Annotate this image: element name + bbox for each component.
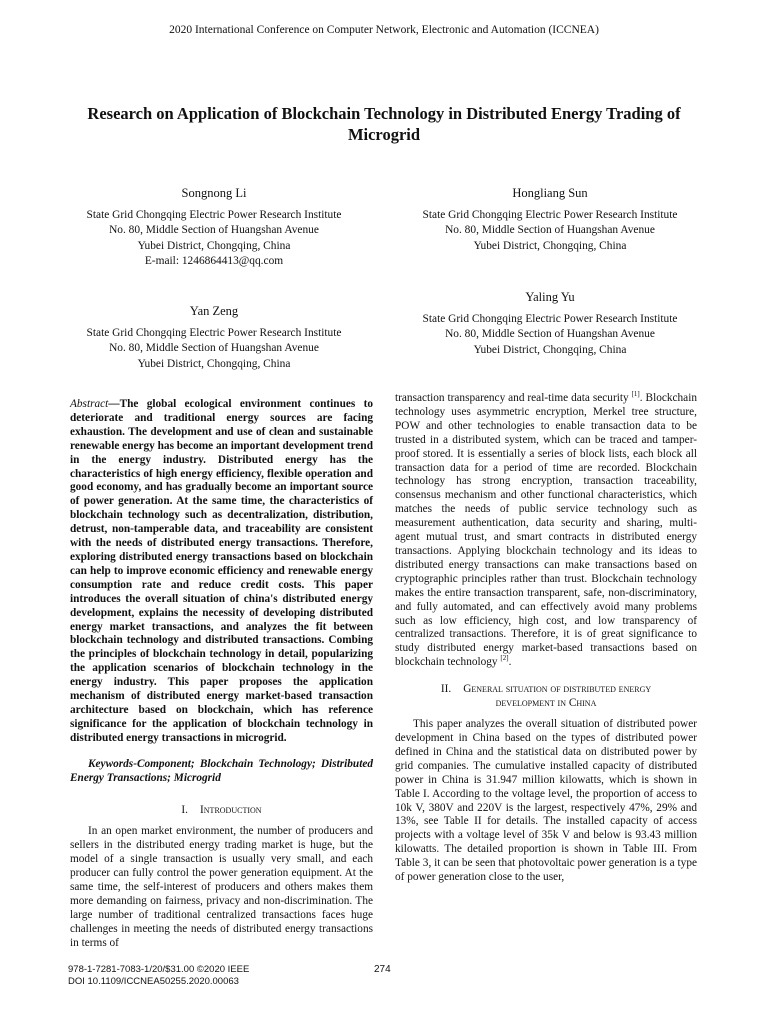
abstract-label: Abstract [70, 398, 109, 410]
author-name: Hongliang Sun [512, 186, 588, 200]
section2-paragraph: This paper analyzes the overall situation of distributed power development in China based on the types of distributed power defined in China and the statistical data on distributed power by grid companies. The cumulative installed capacity of distributed power in China is 31.947 million kilowatts, which is shown in Table I. According to the voltage level, the proportion of access to 10k V, 380V and 220V is the largest, respectively 47%, 29% and 13%, see Table II for details. The installed capacity of access projects with a voltage level of 35k V and below is 93.43 million kilowatts. The detailed proportion is shown in Table III. From Table 3, it can be seen that photovoltaic power generation is a type of power generation close to the user, [395, 718, 697, 884]
author-email: E-mail: 1246864413@qq.com [144, 255, 284, 267]
author-name: Yan Zeng [189, 304, 239, 318]
citation-2: [2] [500, 654, 509, 663]
section-title-line1: General situation of distributed energy [463, 683, 652, 696]
author-city: Yubei District, Chongqing, China [473, 343, 627, 356]
author-address: No. 80, Middle Section of Huangshan Avenue [109, 342, 319, 354]
left-column [70, 398, 373, 951]
author-address: No. 80, Middle Section of Huangshan Avenue [109, 224, 319, 236]
right-paragraph-1 [395, 392, 697, 670]
section-heading-introduction [70, 803, 373, 817]
author-city: Yubei District, Chongqing, China [137, 239, 291, 252]
abstract-text: —The global ecological environment continues to deteriorate and traditional energy sources are facing exhaustion. The development and use of clean and sustainable renewable energy has become an important development trend in the energy industry. Distributed energy has the characteristics of high energy efficiency, flexible operation and good economy, and has gradually become an important source of power generation. At the same time, the characteristics of blockchain technology such as decentralization, distribution, detrust, non-tamperable data, and traceability are consistent with the needs of distributed energy transactions. Therefore, exploring distributed energy transactions based on blockchain can help to improve economic efficiency and renewable energy consumption rate and reduce credit costs. This paper introduces the overall situation of china's distributed energy development, explains the necessity of developing distributed energy market transactions, and analyzes the fit between blockchain technology and distributed transactions. Combing the principles of blockchain technology in detail, popularizing the application scenarios of blockchain technology in the energy industry. This paper proposes the application mechanism of distributed energy market-based transaction architecture based on blockchain, which has reference significance for the application of blockchain technology in distributed energy transactions in microgrid. [70, 398, 373, 744]
abstract [70, 398, 373, 746]
author-block-3 [44, 304, 384, 372]
author-block-4 [380, 290, 720, 358]
author-name: Yaling Yu [525, 290, 575, 304]
copyright-footer [68, 964, 249, 987]
isbn-line: 978-1-7281-7083-1/20/$31.00 ©2020 IEEE [68, 964, 250, 975]
section-title-line2: development in China [495, 697, 597, 710]
right-paragraph-1-c: . [508, 656, 512, 669]
author-address: No. 80, Middle Section of Huangshan Avenue [445, 328, 655, 340]
author-affiliation: State Grid Chongqing Electric Power Research Institute [86, 326, 342, 339]
author-affiliation: State Grid Chongqing Electric Power Research Institute [86, 208, 342, 221]
author-block-1 [44, 186, 384, 270]
author-block-2 [380, 186, 720, 254]
right-paragraph-1-a: transaction transparency and real-time data security [395, 392, 629, 404]
section-title: Introduction [200, 804, 262, 817]
right-column [395, 392, 697, 885]
section-number: II. [440, 683, 452, 696]
section-heading-general-situation [395, 682, 697, 710]
doi-line: DOI 10.1109/ICCNEA50255.2020.00063 [68, 975, 239, 987]
right-paragraph-1-b: . Blockchain technology uses asymmetric encryption, Merkel tree structure, POW and other technologies to enable transaction data to be trusted in a distributed system, which can be traced and tamper-proof stored. It is essentially a series of block lists, each block all transaction data for a period of time are recorded. Blockchain technology has strong encryption, transaction traceability, consensus mechanism and other functional characteristics, which matches the needs of public service technology such as measurement authentication, data security and sharing, multi-agent mutual trust, and smart contracts in distributed energy transactions. Applying blockchain technology and its ideas to distributed energy transactions can make transactions based on cryptographic principles rather than trust. Blockchain technology makes the entire transaction transparent, safe, non-discriminatory, and fully automated, and can effectively avoid many problems such as low efficiency, high cost, and low transparency of centralized transactions. Therefore, it is of great significance to study distributed energy market-based transactions based on blockchain technology [395, 392, 697, 669]
author-name: Songnong Li [181, 186, 247, 200]
author-city: Yubei District, Chongqing, China [137, 357, 291, 370]
author-affiliation: State Grid Chongqing Electric Power Research Institute [422, 208, 678, 221]
keywords: Keywords-Component; Blockchain Technology; Distributed Energy Transactions; Microgrid [70, 757, 373, 784]
section-number: I. [181, 804, 189, 817]
intro-paragraph: In an open market environment, the number of producers and sellers in the distributed energy trading market is huge, but the model of a single transaction is usually very small, and each producer can fully control the power generation equipment. At the same time, the self-interest of producers and others makes them more demanding on fairness, privacy and non-discrimination. The large number of traditional centralized transactions faces huge challenges in meeting the needs of distributed energy transactions in terms of [70, 825, 373, 949]
page-number: 274 [374, 964, 391, 975]
paper-title: Research on Application of Blockchain Technology in Distributed Energy Trading of Microgrid [87, 104, 681, 144]
author-address: No. 80, Middle Section of Huangshan Avenue [445, 224, 655, 236]
author-affiliation: State Grid Chongqing Electric Power Research Institute [422, 312, 678, 325]
citation-1: [1] [631, 390, 640, 399]
author-city: Yubei District, Chongqing, China [473, 239, 627, 252]
conference-header: 2020 International Conference on Computer Network, Electronic and Automation (ICCNEA) [169, 24, 599, 36]
